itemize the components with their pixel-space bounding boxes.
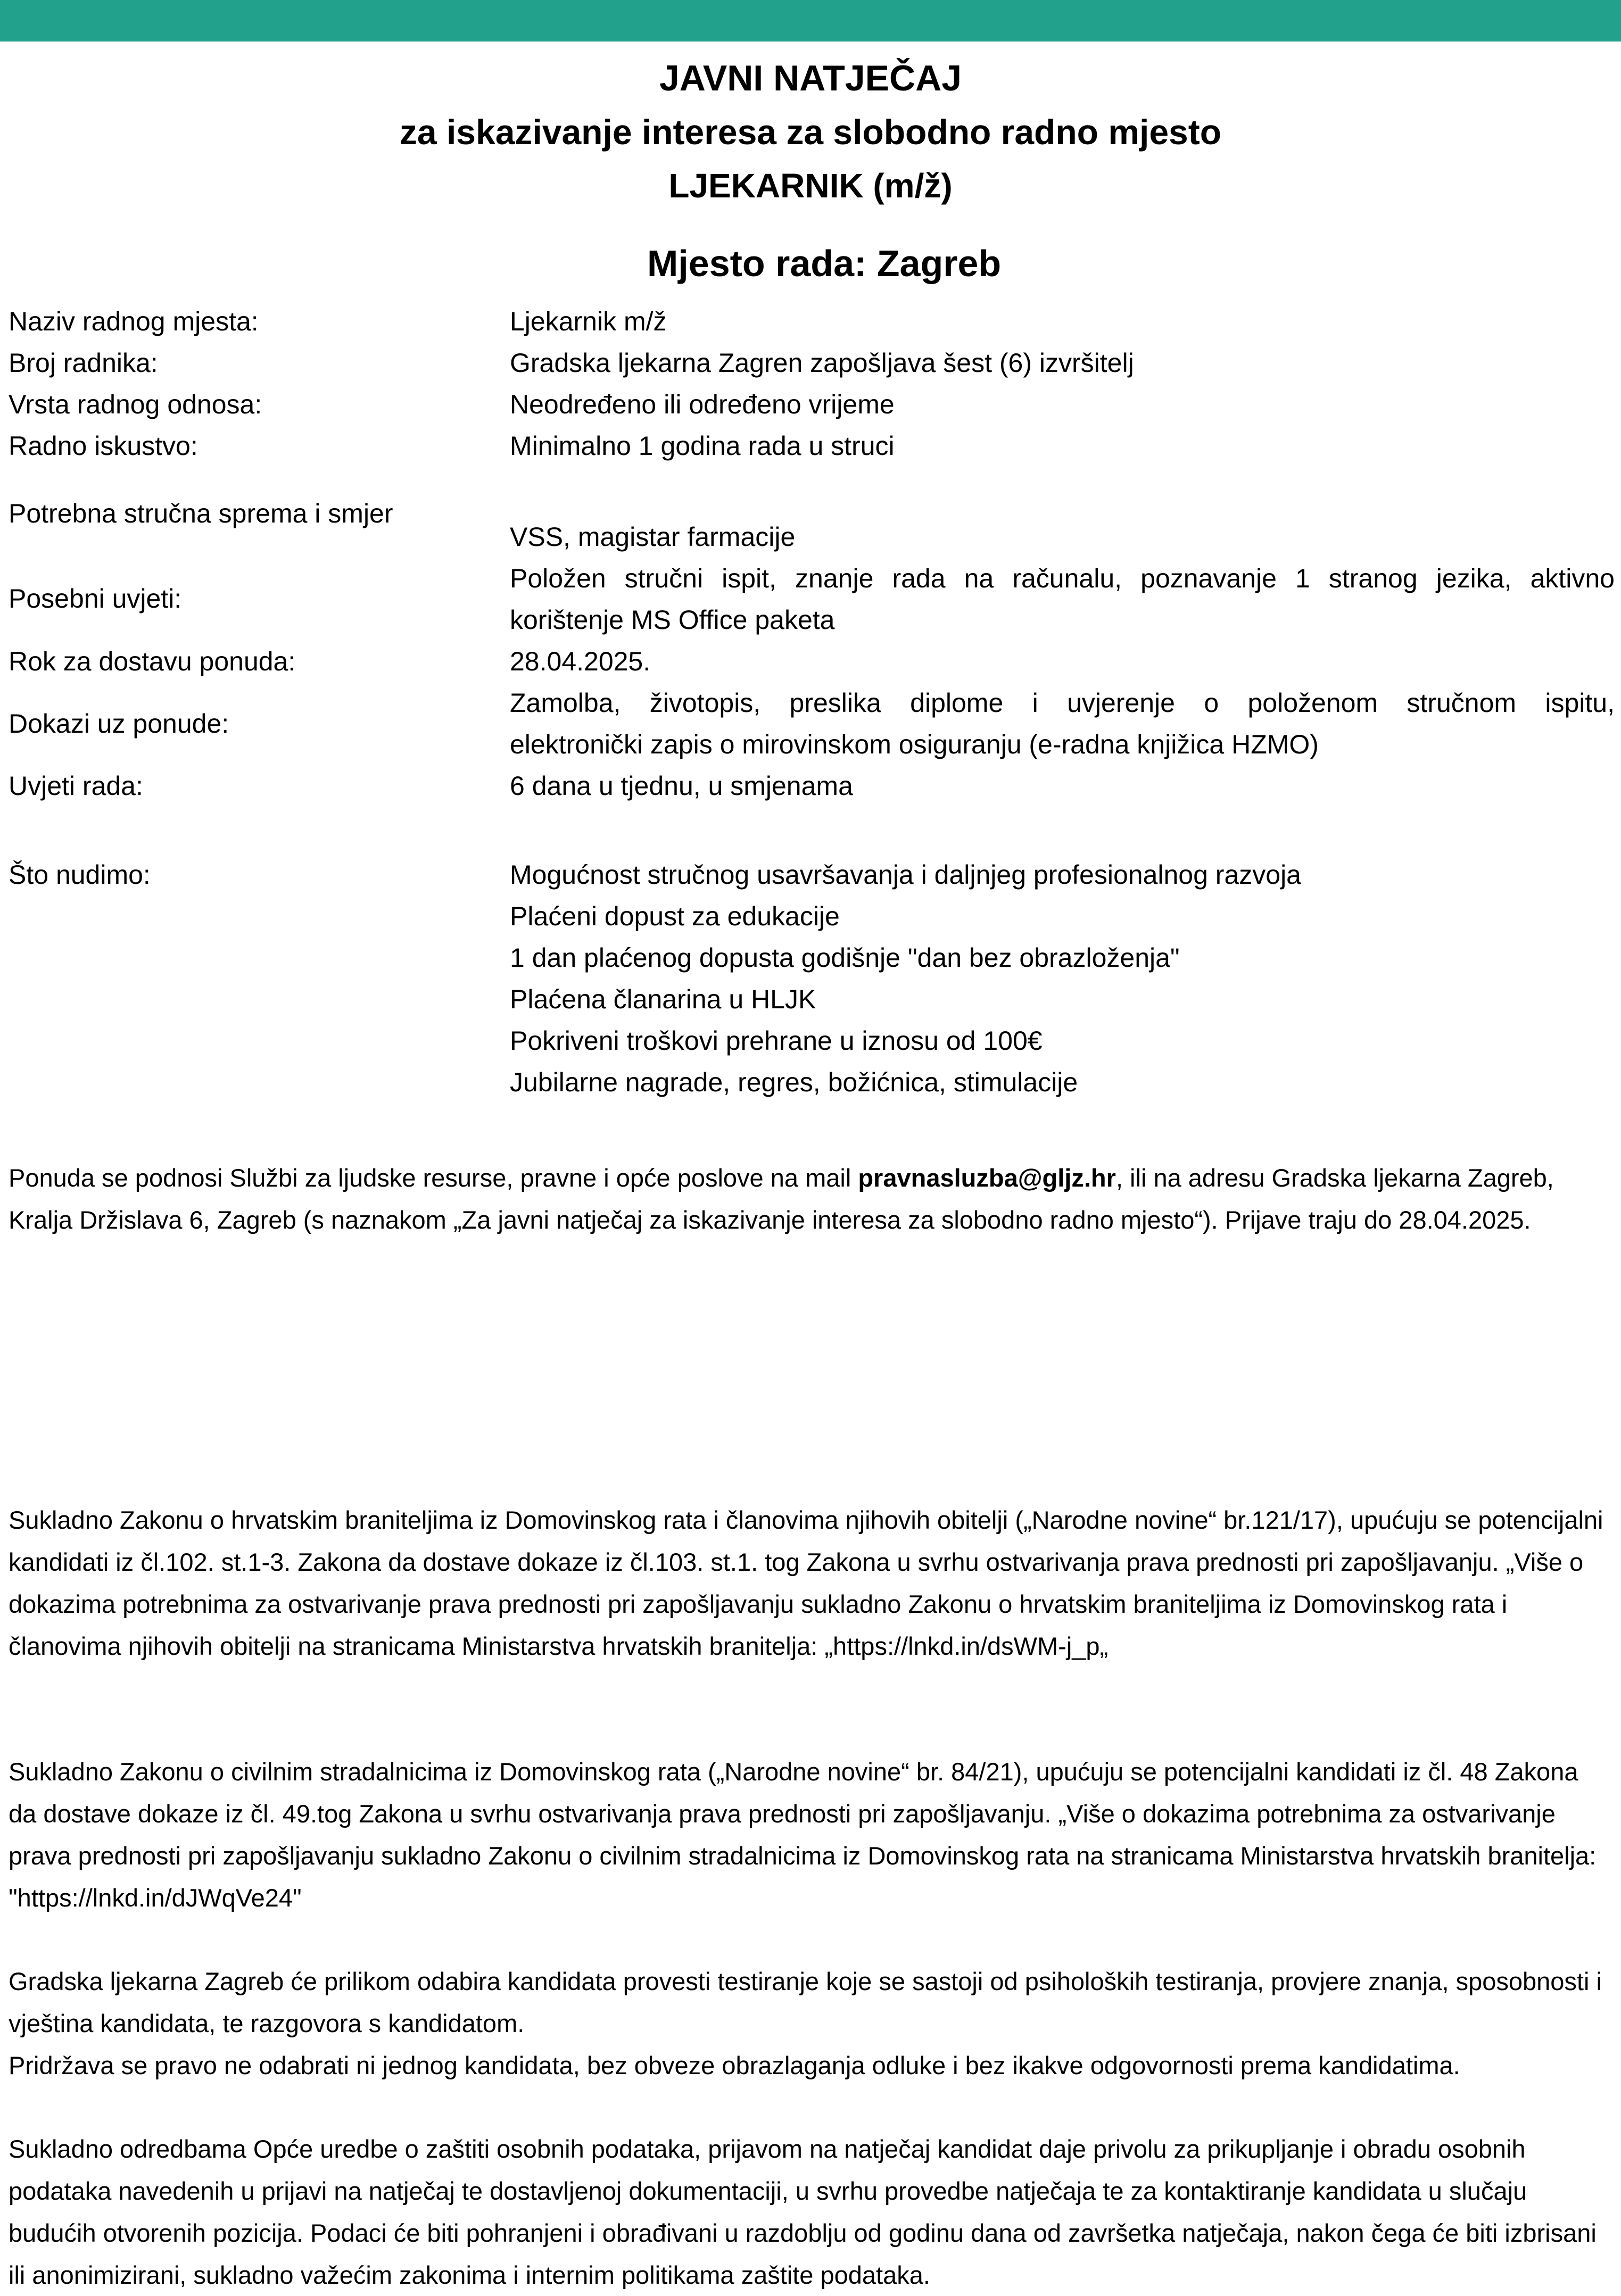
value-vrsta: Neodređeno ili određeno vrijeme [510,389,895,419]
label-nudimo: Što nudimo: [9,860,151,890]
document-subtitle: za iskazivanje interesa za slobodno radno mjesto [399,112,1222,152]
benefit-item: Jubilarne nagrade, regres, božićnica, stimulacije [510,1067,1078,1097]
value-uvjeti-line2: korištenje MS Office paketa [510,605,835,635]
label-uvjeti: Posebni uvjeti: [9,584,182,614]
header-accent-bar [0,0,1621,42]
label-vrsta: Vrsta radnog odnosa: [9,389,262,419]
label-iskustvo: Radno iskustvo: [9,431,198,461]
value-dokazi-line2: elektronički zapis o mirovinskom osiguranju (e-radna knjižica HZMO) [510,730,1319,759]
document-title: JAVNI NATJEČAJ [659,58,962,98]
value-iskustvo: Minimalno 1 godina rada u struci [510,431,895,461]
benefit-item: 1 dan plaćenog dopusta godišnje "dan bez obrazloženja" [510,943,1180,973]
testing-paragraph: Gradska ljekarna Zagreb će prilikom odabira kandidata provesti testiranje koje se sastoji od psiholoških testiranja, provjere znanja, sposobnosti i vještina kandidata, te razgovora s kandidatom. [9,1967,1602,2037]
value-sprema: VSS, magistar farmacije [510,522,796,552]
submission-email-link[interactable]: pravnasluzba@gljz.hr [858,1164,1116,1192]
value-dokazi-line1: Zamolba, životopis, preslika diplome i uvjerenje o položenom stručnom ispitu, [510,688,1615,718]
gdpr-paragraph: Sukladno odredbama Opće uredbe o zaštiti osobnih podataka, prijavom na natječaj kandidat daje privolu za prikupljanje i obradu osobnih podataka navedenih u prijavi na natječaj te dostavljenoj dokumentaciji, u svrhu provedbe natječaja te za kontaktiranje kandidata u slučaju budućih otvorenih pozicija. Podaci će biti pohranjeni i obrađivani u razdoblju od godinu dana od završetka natječaja, nakon čega će biti izbrisani ili anonimizirani, sukladno važećim zakonima i internim politikama zaštite podataka. [9,2135,1597,2289]
benefit-item: Plaćena članarina u HLJK [510,984,816,1014]
value-naziv: Ljekarnik m/ž [510,306,667,336]
benefit-item: Mogućnost stručnog usavršavanja i daljnjeg profesionalnog razvoja [510,860,1301,890]
work-location: Mjesto rada: Zagreb [647,243,1002,284]
label-naziv: Naziv radnog mjesta: [9,306,259,336]
value-rok: 28.04.2025. [510,646,651,676]
label-rad: Uvjeti rada: [9,771,143,801]
label-sprema: Potrebna stručna sprema i smjer [9,499,393,528]
label-dokazi: Dokazi uz ponude: [9,709,229,739]
value-broj: Gradska ljekarna Zagren zapošljava šest (6) izvršitelj [510,348,1134,378]
submission-paragraph [9,1157,1612,1241]
submission-address-text: , ili na adresu Gradska ljekarna Zagreb, Kralja Držislava 6, Zagreb (s naznakom „Za javni natječaj za iskazivanje interesa za slobodno radno mjesto“). Prijave traju do 28.04.2025. [9,1164,1554,1234]
position-title: LJEKARNIK (m/ž) [668,167,953,205]
veterans-paragraph: Sukladno Zakonu o hrvatskim braniteljima iz Domovinskog rata i članovima njihovih obitelji („Narodne novine“ br.121/17), upućuju se potencijalni kandidati iz čl.102. st.1-3. Zakona da dostave dokaze iz čl.103. st.1. tog Zakona u svrhu ostvarivanja prava prednosti pri zapošljavanju. „Više o dokazima potrebnima za ostvarivanje prava prednosti pri zapošljavanju sukladno Zakonu o hrvatskim braniteljima iz Domovinskog rata i članovima njihovih obitelji na stranicama Ministarstva hrvatskih branitelja: „https://lnkd.in/dsWM-j_p„ [9,1506,1603,1660]
value-uvjeti-line1: Položen stručni ispit, znanje rada na računalu, poznavanje 1 stranog jezika, aktivno [510,563,1615,593]
civilians-paragraph: Sukladno Zakonu o civilnim stradalnicima iz Domovinskog rata („Narodne novine“ br. 84/21), upućuju se potencijalni kandidati iz čl. 48 Zakona da dostave dokaze iz čl. 49.tog Zakona u svrhu ostvarivanja prava prednosti pri zapošljavanju. „Više o dokazima potrebnima za ostvarivanje prava prednosti pri zapošljavanju sukladno Zakonu o civilnim stradalnicima iz Domovinskog rata na stranicama Ministarstva hrvatskih branitelja: "https://lnkd.in/dJWqVe24" [9,1758,1597,1912]
benefit-item: Plaćeni dopust za edukacije [510,901,840,931]
benefit-item: Pokriveni troškovi prehrane u iznosu od 100€ [510,1026,1043,1056]
submission-text: Ponuda se podnosi Službi za ljudske resurse, pravne i opće poslove na mail [9,1164,858,1192]
value-rad: 6 dana u tjednu, u smjenama [510,771,853,801]
label-broj: Broj radnika: [9,348,158,378]
label-rok: Rok za dostavu ponuda: [9,646,296,676]
rights-paragraph: Pridržava se pravo ne odabrati ni jednog kandidata, bez obveze obrazlaganja odluke i bez ikakve odgovornosti prema kandidatima. [9,2051,1460,2079]
